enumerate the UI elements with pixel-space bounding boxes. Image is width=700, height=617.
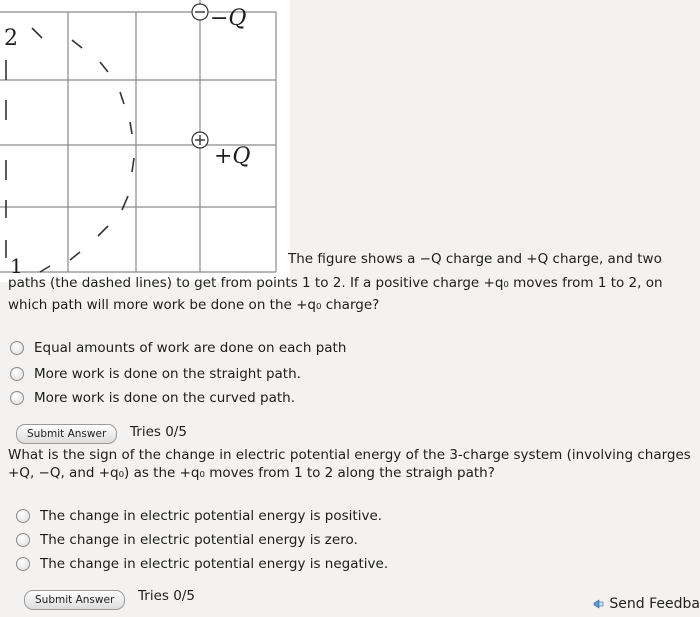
option-label: Equal amounts of work are done on each path [34, 340, 347, 356]
question1-text-line3: which path will more work be done on the +q₀ charge? [8, 297, 380, 313]
radio-button[interactable] [10, 341, 24, 355]
charge-path-figure [0, 0, 290, 282]
grid-diagram [0, 0, 290, 282]
point-1-label: 1 [10, 254, 23, 278]
send-feedback-link[interactable] [593, 596, 700, 612]
question1-text-line1: The figure shows a −Q charge and +Q charge, and two [288, 251, 662, 267]
option-label: The change in electric potential energy is positive. [40, 508, 383, 524]
negative-charge-label: −Q [210, 6, 247, 31]
radio-button[interactable] [10, 391, 24, 405]
option-label: The change in electric potential energy is zero. [40, 532, 358, 548]
question1-text-line2: paths (the dashed lines) to get from points 1 to 2. If a positive charge +q₀ moves from 1 to 2, on [8, 275, 663, 291]
q1-option-curved[interactable] [10, 390, 295, 406]
q2-option-zero[interactable] [16, 532, 358, 548]
q1-tries: Tries 0/5 [130, 424, 187, 440]
radio-button[interactable] [16, 533, 30, 547]
point-2-label: 2 [4, 26, 18, 51]
q2-option-negative[interactable] [16, 556, 388, 572]
option-label: The change in electric potential energy is negative. [40, 556, 389, 572]
question2-text-line2: +Q, −Q, and +q₀) as the +q₀ moves from 1 to 2 along the straigh path? [8, 465, 495, 481]
q1-option-straight[interactable] [10, 366, 301, 382]
megaphone-icon [593, 598, 605, 610]
positive-charge-label: +Q [214, 144, 251, 169]
q1-option-equal[interactable] [10, 340, 346, 356]
q1-submit-button[interactable]: Submit Answer [16, 424, 117, 444]
q2-option-positive[interactable] [16, 508, 382, 524]
radio-button[interactable] [16, 509, 30, 523]
send-feedback-label: Send Feedba [609, 596, 700, 612]
question2-text-line1: What is the sign of the change in electric potential energy of the 3-charge system (involving charges [8, 447, 691, 463]
option-label: More work is done on the straight path. [34, 366, 301, 382]
q2-tries: Tries 0/5 [138, 588, 195, 604]
q2-submit-button[interactable]: Submit Answer [24, 590, 125, 610]
option-label: More work is done on the curved path. [34, 390, 295, 406]
radio-button[interactable] [16, 557, 30, 571]
radio-button[interactable] [10, 367, 24, 381]
